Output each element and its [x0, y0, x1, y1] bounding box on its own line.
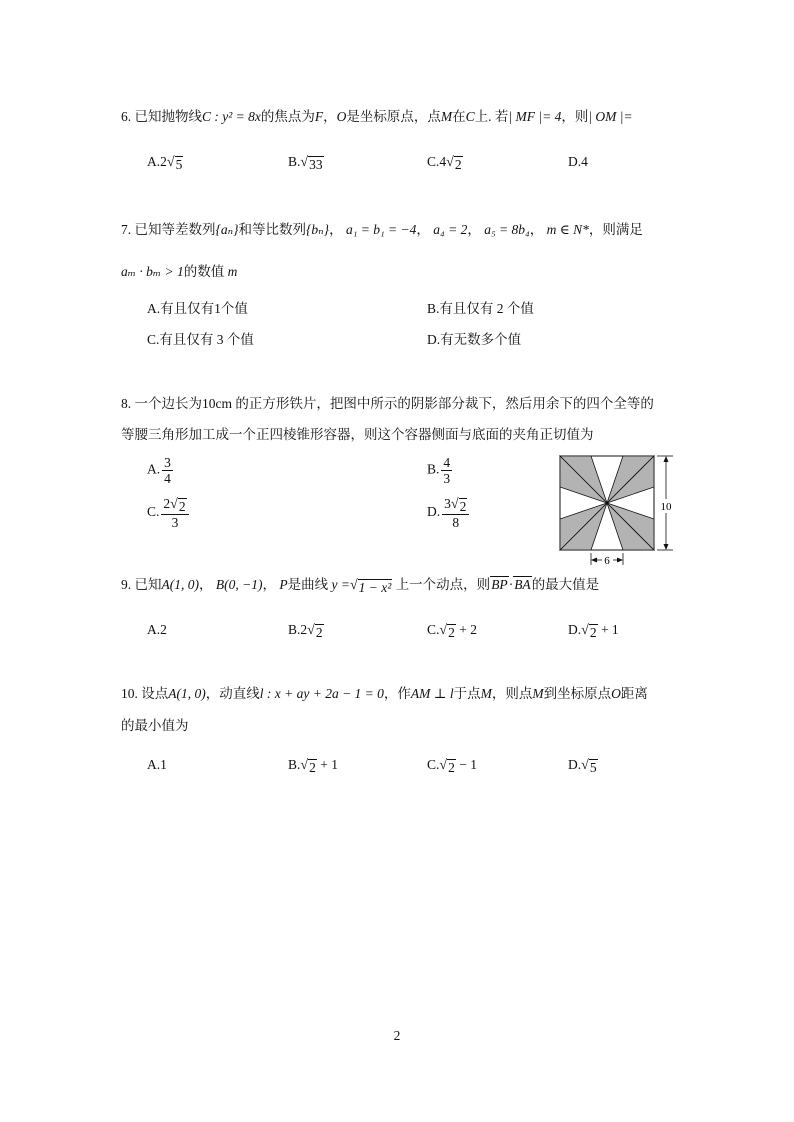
question-6-stem: 6. 已知抛物线C : y² = 8x的焦点为F，O是坐标原点，点M在C上. 若| MF |= 4，则| OM |= — [121, 109, 633, 124]
q6-option-a[interactable]: A.2 √ 5 — [147, 154, 183, 172]
q8-option-b[interactable]: B. $\frac{4}{3}$ — [427, 455, 451, 486]
square-cutout-figure — [553, 447, 681, 571]
question-number: 10. — [121, 686, 138, 701]
condition: | MF |= 4 — [508, 109, 562, 124]
arrow-head — [664, 544, 669, 550]
page-number: 2 — [393, 1028, 401, 1043]
question-number: 9. — [121, 577, 132, 592]
q6-option-c[interactable]: C.4 √ 2 — [427, 154, 462, 172]
question-number: 8. — [121, 396, 132, 411]
q7-option-c[interactable]: C.有且仅有 3 个值 — [147, 332, 254, 347]
q9-option-d[interactable]: D. √ 2 + 1 — [568, 622, 619, 640]
arrow-head — [591, 558, 597, 563]
q6-option-b[interactable]: B. √ 33 — [288, 154, 323, 172]
parabola-equation: C : y² = 8x — [202, 109, 261, 124]
question-10-stem-line2: 的最小值为 — [121, 718, 189, 733]
q7-option-b[interactable]: B.有且仅有 2 个值 — [427, 301, 534, 316]
base-width-label: 6 — [604, 555, 610, 567]
q7-option-a[interactable]: A.有且仅有1个值 — [147, 301, 248, 316]
arrow-head — [617, 558, 623, 563]
q9-option-c[interactable]: C. √ 2 + 2 — [427, 622, 477, 640]
question-8-stem: 8. 一个边长为10cm 的正方形铁片，把图中所示的阴影部分裁下，然后用余下的四个全等的 — [121, 396, 654, 411]
q8-option-c[interactable]: C. 2 √ 2 3 — [147, 496, 191, 530]
q9-option-b[interactable]: B.2 √ 2 — [288, 622, 323, 640]
q8-option-a[interactable]: A. $\frac{3}{4}$ — [147, 455, 171, 486]
side-length-label: 10 — [660, 501, 672, 513]
q6-option-d[interactable]: D.4 — [568, 154, 588, 169]
q9-option-a[interactable]: A.2 — [147, 622, 167, 637]
question-9-stem: 9. 已知A(1, 0)， B(0, −1)， P是曲线 y = √ 1 − x² 上一个动点，则BP·BA的最大值是 — [121, 577, 600, 595]
q10-option-a[interactable]: A.1 — [147, 757, 167, 772]
question-7-stem-line2: aₘ · bₘ > 1的数值 m — [121, 264, 238, 279]
q10-option-b[interactable]: B. √ 2 + 1 — [288, 757, 338, 775]
question-number: 6. — [121, 109, 132, 124]
arrow-head — [664, 456, 669, 462]
q10-option-c[interactable]: C. √ 2 − 1 — [427, 757, 477, 775]
q10-option-d[interactable]: D. √ 5 — [568, 757, 597, 775]
question-8-stem-line2: 等腰三角形加工成一个正四棱锥形容器，则这个容器侧面与底面的夹角正切值为 — [121, 427, 594, 442]
question-10-stem: 10. 设点A(1, 0)，动直线l : x + ay + 2a − 1 = 0，作AM ⊥ l于点M，则点M到坐标原点O距离 — [121, 686, 648, 701]
question-number: 7. — [121, 222, 132, 237]
q7-option-d[interactable]: D.有无数多个值 — [427, 332, 522, 347]
question-7-stem: 7. 已知等差数列{aₙ}和等比数列{bₙ}， a₁ = b₁ = −4， a₄ = 2， a₅ = 8b₄， m ∈ N*，则满足 — [121, 222, 643, 237]
q8-option-d[interactable]: D. 3 √ 2 8 — [427, 496, 471, 530]
